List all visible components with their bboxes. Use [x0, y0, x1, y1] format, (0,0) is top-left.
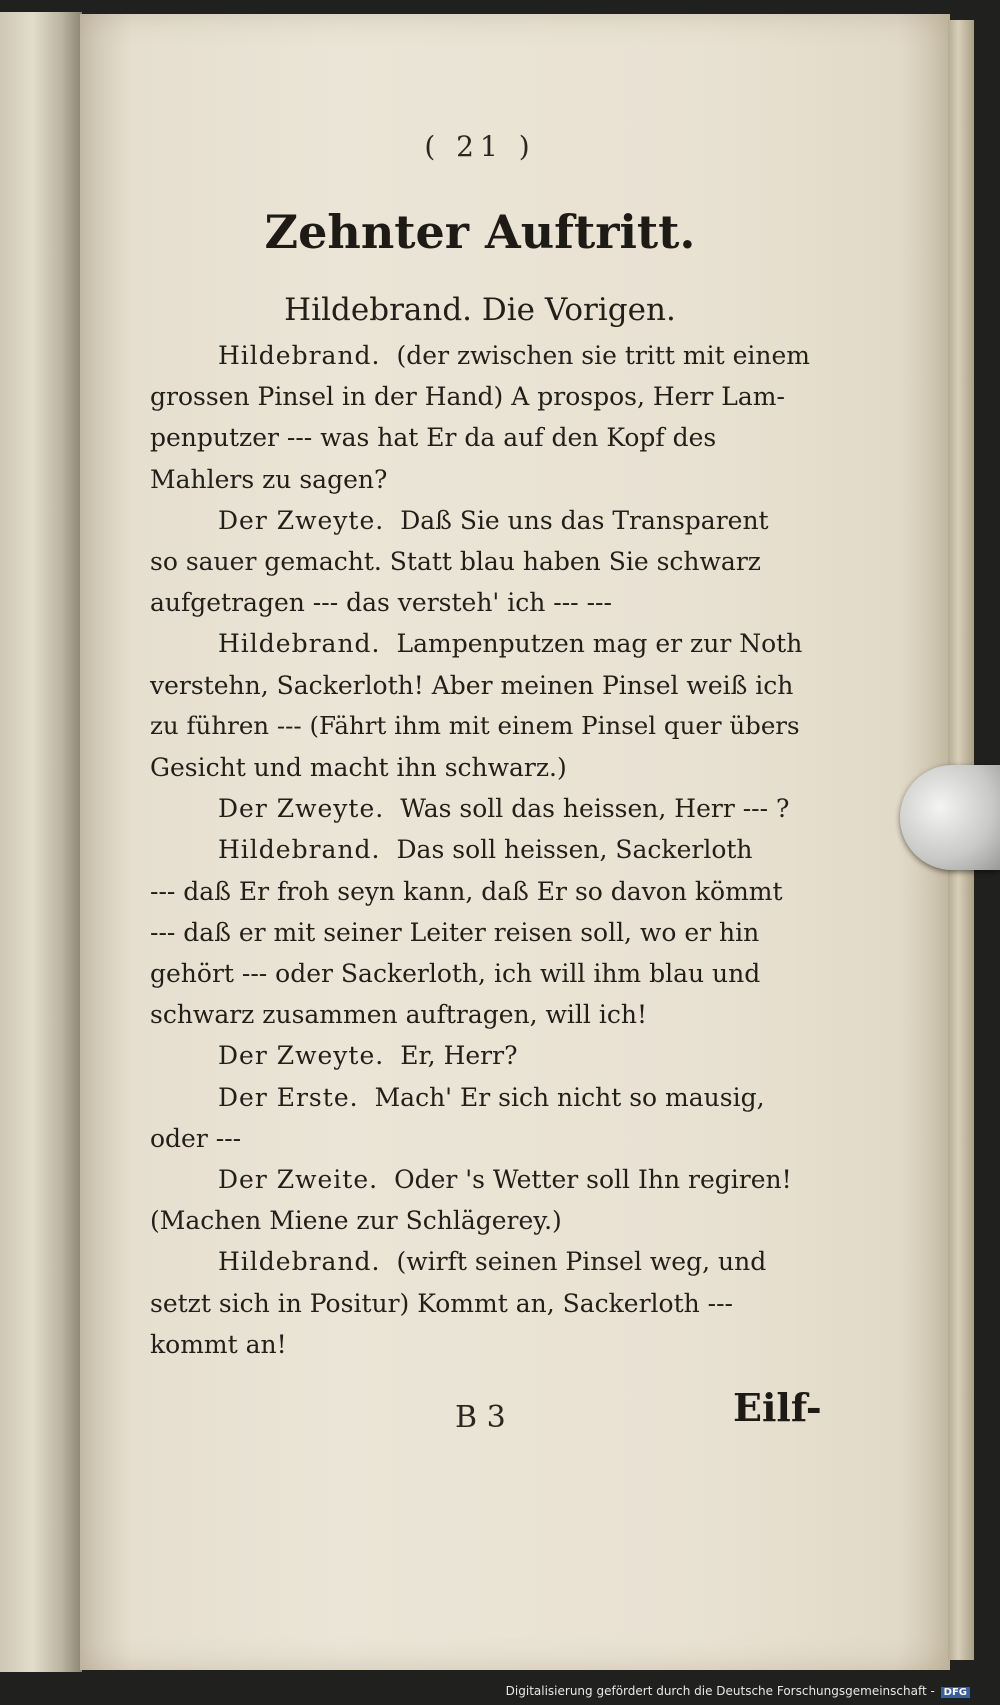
line-text: Was soll das heissen, Herr --- ? — [400, 794, 790, 823]
speaker-name: Der Zweyte. — [218, 794, 385, 823]
speaker-name: Hildebrand. — [218, 629, 381, 658]
text-line — [150, 1126, 810, 1151]
line-text: (Machen Miene zur Schlägerey.) — [150, 1206, 562, 1235]
text-line — [150, 879, 810, 904]
text-line — [218, 343, 810, 368]
speaker-name: Hildebrand. — [218, 1247, 381, 1276]
speaker-name: Hildebrand. — [218, 341, 381, 370]
text-line — [218, 837, 810, 862]
text-line — [150, 384, 810, 409]
text-line — [218, 1249, 810, 1274]
line-text: zu führen --- (Fährt ihm mit einem Pinsel quer übers — [150, 711, 800, 740]
line-text: --- daß Er froh seyn kann, daß Er so davon kömmt — [150, 877, 783, 906]
text-line — [150, 549, 810, 574]
text-line — [218, 796, 810, 821]
line-text: Er, Herr? — [400, 1041, 518, 1070]
text-line — [150, 1002, 810, 1027]
speaker-name: Der Zweyte. — [218, 1041, 385, 1070]
line-text: Gesicht und macht ihn schwarz.) — [150, 753, 567, 782]
text-line — [150, 920, 810, 945]
speaker-name: Der Zweite. — [218, 1165, 379, 1194]
line-text: so sauer gemacht. Statt blau haben Sie schwarz — [150, 547, 761, 576]
line-text: aufgetragen --- das versteh' ich --- --- — [150, 588, 612, 617]
line-text: --- daß er mit seiner Leiter reisen soll, wo er hin — [150, 918, 760, 947]
text-line — [150, 1291, 810, 1316]
text-line — [150, 711, 810, 740]
line-text: Das soll heissen, Sackerloth — [396, 835, 753, 864]
page-tab-marker — [900, 765, 1000, 870]
credit-text: Digitalisierung gefördert durch die Deutsche Forschungsgemeinschaft - — [505, 1684, 935, 1698]
line-text: penputzer --- was hat Er da auf den Kopf des — [150, 423, 717, 452]
catchword: Eilf- — [733, 1385, 822, 1430]
line-text: Lampenputzen mag er zur Noth — [396, 629, 803, 658]
line-text: Mahlers zu sagen? — [150, 465, 388, 494]
line-text: oder --- — [150, 1124, 242, 1153]
line-text: grossen Pinsel in der Hand) A prospos, Herr Lam- — [150, 382, 785, 411]
scene-characters: Hildebrand. Die Vorigen. — [284, 292, 676, 328]
dfg-logo: DFG — [941, 1687, 970, 1698]
text-line — [150, 961, 810, 986]
text-line — [150, 425, 810, 450]
text-line — [150, 1208, 810, 1233]
line-text: setzt sich in Positur) Kommt an, Sackerloth --- — [150, 1289, 734, 1318]
line-text: Mach' Er sich nicht so mausig, — [374, 1083, 765, 1112]
page-number: ( 21 ) — [424, 130, 536, 163]
line-text: gehört --- oder Sackerloth, ich will ihm blau und — [150, 959, 761, 988]
text-line — [150, 467, 810, 492]
text-line — [150, 590, 810, 615]
text-line — [218, 1085, 810, 1110]
line-text: (der zwischen sie tritt mit einem — [396, 341, 810, 370]
text-line — [150, 673, 810, 698]
text-line — [218, 508, 810, 533]
line-text: kommt an! — [150, 1330, 287, 1359]
scene-title: Zehnter Auftritt. — [264, 205, 696, 259]
text-line — [218, 1167, 810, 1192]
line-text: (wirft seinen Pinsel weg, und — [396, 1247, 767, 1276]
text-line — [218, 631, 810, 656]
text-line — [150, 755, 810, 780]
speaker-name: Der Zweyte. — [218, 506, 385, 535]
line-text: Oder 's Wetter soll Ihn regiren! — [394, 1165, 792, 1194]
text-line — [218, 1043, 810, 1068]
line-text: Daß Sie uns das Transparent — [400, 506, 769, 535]
line-text: verstehn, Sackerloth! Aber meinen Pinsel weiß ich — [150, 671, 794, 700]
digitization-credit — [506, 1684, 970, 1698]
signature-mark: B 3 — [455, 1400, 506, 1435]
line-text: schwarz zusammen auftragen, will ich! — [150, 1000, 647, 1029]
text-line — [150, 1332, 810, 1357]
speaker-name: Hildebrand. — [218, 835, 381, 864]
left-page-stack — [0, 12, 82, 1672]
speaker-name: Der Erste. — [218, 1083, 359, 1112]
